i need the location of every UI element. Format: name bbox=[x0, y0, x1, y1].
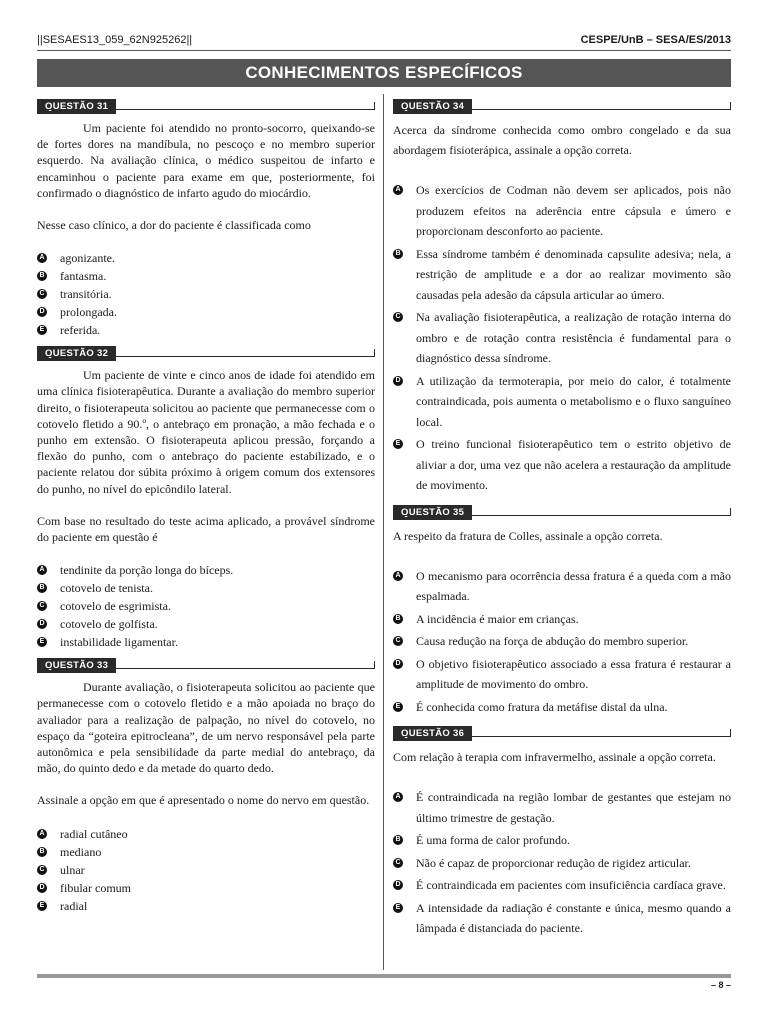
question-32 bbox=[37, 343, 375, 651]
question-34 bbox=[393, 96, 731, 496]
options-list bbox=[37, 825, 375, 915]
letter-d-icon: D bbox=[37, 619, 47, 629]
letter-c-icon: C bbox=[37, 865, 47, 875]
letter-d-icon: D bbox=[393, 880, 403, 890]
option-c[interactable]: C Causa redução na força de abdução do membro superior. bbox=[393, 631, 731, 652]
option-b[interactable]: B Essa síndrome também é denominada capsulite adesiva; nela, a restrição de amplitude e a dor ao realizar movimento são causadas pela adesão da cápsula articular ao úmero. bbox=[393, 244, 731, 306]
page-header bbox=[37, 34, 731, 48]
option-b[interactable]: B mediano bbox=[37, 843, 375, 861]
question-stem: Acerca da síndrome conhecida como ombro congelado e da sua abordagem fisioterápica, assinale a opção correta. bbox=[393, 123, 731, 157]
option-b[interactable]: B É uma forma de calor profundo. bbox=[393, 830, 731, 851]
letter-e-icon: E bbox=[37, 325, 47, 335]
column-divider bbox=[383, 94, 384, 970]
option-c[interactable]: C Não é capaz de proporcionar redução de rigidez articular. bbox=[393, 853, 731, 874]
letter-a-icon: A bbox=[37, 829, 47, 839]
letter-a-icon: A bbox=[393, 792, 403, 802]
option-e[interactable]: E radial bbox=[37, 897, 375, 915]
option-d[interactable]: D A utilização da termoterapia, por meio do calor, é totalmente contraindicada, pois aumenta o metabolismo e o fluxo sanguíneo local. bbox=[393, 371, 731, 433]
option-c[interactable]: C transitória. bbox=[37, 285, 375, 303]
letter-e-icon: E bbox=[393, 439, 403, 449]
question-36 bbox=[393, 723, 731, 939]
letter-c-icon: C bbox=[393, 312, 403, 322]
letter-c-icon: C bbox=[37, 289, 47, 299]
letter-b-icon: B bbox=[37, 271, 47, 281]
letter-b-icon: B bbox=[37, 583, 47, 593]
option-c[interactable]: C Na avaliação fisioterapêutica, a realização de rotação interna do ombro e de rotação contra resistência é fundamental para o diagnóstico dessa síndrome. bbox=[393, 307, 731, 369]
footer-bar bbox=[37, 974, 731, 978]
option-d[interactable]: D É contraindicada em pacientes com insuficiência cardíaca grave. bbox=[393, 875, 731, 896]
options-list bbox=[37, 249, 375, 339]
header-rule bbox=[37, 50, 731, 51]
letter-e-icon: E bbox=[37, 637, 47, 647]
option-a[interactable]: A O mecanismo para ocorrência dessa fratura é a queda com a mão espalmada. bbox=[393, 566, 731, 607]
page-number: – 8 – bbox=[710, 980, 731, 990]
letter-b-icon: B bbox=[37, 847, 47, 857]
left-column bbox=[37, 96, 375, 915]
letter-d-icon: D bbox=[37, 883, 47, 893]
right-column bbox=[393, 96, 731, 941]
exam-code: ||SESAES13_059_62N925262|| bbox=[37, 34, 193, 46]
option-e[interactable]: E A intensidade da radiação é constante e única, mesmo quando a lâmpada é distanciada do paciente. bbox=[393, 898, 731, 939]
question-prompt: Com base no resultado do teste acima aplicado, a provável síndrome do paciente em questão é bbox=[37, 513, 375, 545]
question-stem: Com relação à terapia com infravermelho, assinale a opção correta. bbox=[393, 750, 716, 764]
options-list bbox=[393, 787, 731, 939]
letter-a-icon: A bbox=[37, 253, 47, 263]
letter-e-icon: E bbox=[393, 702, 403, 712]
option-d[interactable]: D cotovelo de golfista. bbox=[37, 615, 375, 633]
question-stem: A respeito da fratura de Colles, assinale a opção correta. bbox=[393, 528, 663, 543]
option-b[interactable]: B A incidência é maior em crianças. bbox=[393, 609, 731, 630]
exam-title: CESPE/UnB – SESA/ES/2013 bbox=[580, 34, 731, 46]
option-a[interactable]: A radial cutâneo bbox=[37, 825, 375, 843]
letter-e-icon: E bbox=[37, 901, 47, 911]
option-a[interactable]: A agonizante. bbox=[37, 249, 375, 267]
letter-b-icon: B bbox=[393, 614, 403, 624]
letter-d-icon: D bbox=[37, 307, 47, 317]
option-d[interactable]: D prolongada. bbox=[37, 303, 375, 321]
question-prompt: Assinale a opção em que é apresentado o nome do nervo em questão. bbox=[37, 793, 370, 808]
question-label: QUESTÃO 34 bbox=[393, 96, 731, 112]
question-label: QUESTÃO 35 bbox=[393, 502, 731, 518]
option-e[interactable]: E É conhecida como fratura da metáfise distal da ulna. bbox=[393, 697, 731, 718]
question-label: QUESTÃO 32 bbox=[37, 343, 375, 359]
question-35 bbox=[393, 502, 731, 718]
options-list bbox=[393, 180, 731, 496]
option-b[interactable]: B cotovelo de tenista. bbox=[37, 579, 375, 597]
question-stem: Um paciente de vinte e cinco anos de idade foi atendido em uma clínica fisioterapêutica. Durante a avaliação do membro superior direito, o fisioterapeuta solicitou ao paciente que permanecesse com o cotovelo fletido a 90.º, o antebraço em pronação, a mão fechada e o punho em extensão. O fisioterapeuta aplicou pressão, forçando a flexão do punho, com o antebraço do paciente estabilizado, e o paciente relatou dor súbita próximo à origem comum dos extensores do punho, no nível do epicôndilo lateral. bbox=[37, 368, 375, 496]
option-c[interactable]: C ulnar bbox=[37, 861, 375, 879]
option-a[interactable]: A Os exercícios de Codman não devem ser aplicados, pois não produzem efeitos na aderência entre cápsula e úmero e proporcionam desconforto ao paciente. bbox=[393, 180, 731, 242]
letter-b-icon: B bbox=[393, 835, 403, 845]
options-list bbox=[393, 566, 731, 718]
section-banner: CONHECIMENTOS ESPECÍFICOS bbox=[37, 59, 731, 87]
letter-d-icon: D bbox=[393, 659, 403, 669]
option-e[interactable]: E referida. bbox=[37, 321, 375, 339]
option-a[interactable]: A tendinite da porção longa do bíceps. bbox=[37, 561, 375, 579]
question-label: QUESTÃO 31 bbox=[37, 96, 375, 112]
option-e[interactable]: E O treino funcional fisioterapêutico tem o estrito objetivo de aliviar a dor, uma vez que não acelera a restauração da amplitude de movimento. bbox=[393, 434, 731, 496]
option-a[interactable]: A É contraindicada na região lombar de gestantes que estejam no último trimestre de gestação. bbox=[393, 787, 731, 828]
letter-b-icon: B bbox=[393, 249, 403, 259]
letter-a-icon: A bbox=[37, 565, 47, 575]
option-d[interactable]: D O objetivo fisioterapêutico associado a essa fratura é restaurar a amplitude de movimento do ombro. bbox=[393, 654, 731, 695]
question-label: QUESTÃO 33 bbox=[37, 655, 375, 671]
question-stem: Um paciente foi atendido no pronto-socorro, queixando-se de fortes dores na mandíbula, no pescoço e no membro superior esquerdo. Na avaliação clínica, o médico suspeitou de infarto e encaminhou o paciente para exame em que, posteriormente, foi confirmado o diagnóstico de infarto agudo do miocárdio. bbox=[37, 121, 375, 200]
question-stem: Durante avaliação, o fisioterapeuta solicitou ao paciente que permanecesse com o cotovelo fletido e a mão apoiada no braço do avaliador para a realização de palpação, no nível do cotovelo, no espaço da “goteira epitrocleana”, de um nervo responsável pela parte autonômica e pela sensibilidade da parte medial do antebraço, da mão, do quinto dedo e da metade do quarto dedo. bbox=[37, 680, 375, 776]
option-c[interactable]: C cotovelo de esgrimista. bbox=[37, 597, 375, 615]
question-label: QUESTÃO 36 bbox=[393, 723, 731, 739]
question-33 bbox=[37, 655, 375, 914]
letter-a-icon: A bbox=[393, 571, 403, 581]
option-d[interactable]: D fibular comum bbox=[37, 879, 375, 897]
option-e[interactable]: E instabilidade ligamentar. bbox=[37, 633, 375, 651]
letter-d-icon: D bbox=[393, 376, 403, 386]
option-b[interactable]: B fantasma. bbox=[37, 267, 375, 285]
options-list bbox=[37, 561, 375, 651]
letter-e-icon: E bbox=[393, 903, 403, 913]
letter-c-icon: C bbox=[393, 636, 403, 646]
letter-c-icon: C bbox=[393, 858, 403, 868]
question-31 bbox=[37, 96, 375, 339]
letter-a-icon: A bbox=[393, 185, 403, 195]
question-prompt: Nesse caso clínico, a dor do paciente é classificada como bbox=[37, 218, 311, 233]
letter-c-icon: C bbox=[37, 601, 47, 611]
